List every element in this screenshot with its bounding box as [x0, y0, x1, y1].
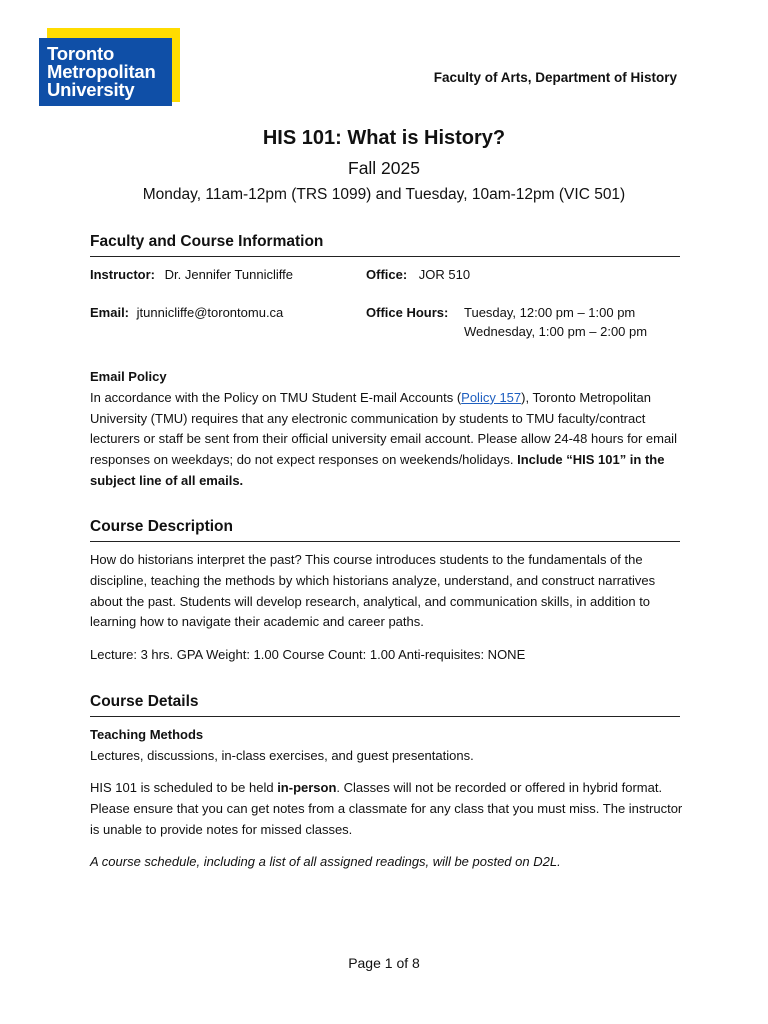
office-hours-label-text: Office Hours: [366, 305, 449, 320]
email-value[interactable]: jtunnicliffe@torontomu.ca [136, 305, 284, 320]
in-person-bold: in-person [277, 780, 337, 795]
teaching-methods [90, 725, 690, 767]
office-label: Office: [366, 267, 408, 282]
in-person-text-a: HIS 101 is scheduled to be held [90, 780, 278, 795]
section-heading: Faculty and Course Information [90, 233, 680, 257]
email-row [90, 305, 283, 320]
course-details-heading [90, 693, 680, 717]
logo-line-1: Toronto [47, 43, 115, 64]
email-policy-title: Email Policy [90, 369, 167, 384]
email-policy-text-b: ), Toronto Metropolitan University (TMU) requires that any electronic communication by students to TMU faculty/contract lecturers or staff be sent from their official university email account. Please allow 24-48 hours for email responses on weekdays; do not expect responses on weekends/holidays. [90, 389, 677, 468]
course-title: HIS 101: What is History? [262, 127, 506, 149]
course-description-text: How do historians interpret the past? This course introduces students to the fundamentals of the discipline, teaching the methods by which historians analyze, understand, and construct narratives about the past. Students will develop research, analytical, and communication skills, in addition to learning how to navigate their academic and career paths. [90, 552, 656, 630]
instructor-label: Instructor: [90, 267, 155, 282]
office-hours-2: Wednesday, 1:00 pm – 2:00 pm [464, 324, 648, 339]
in-person-note [90, 778, 690, 840]
section-heading: Course Details [90, 693, 680, 717]
course-schedule: Monday, 11am-12pm (TRS 1099) and Tuesday, 10am-12pm (VIC 501) [142, 186, 626, 203]
email-policy [90, 367, 690, 492]
course-meta: Lecture: 3 hrs. GPA Weight: 1.00 Course Count: 1.00 Anti-requisites: NONE [90, 647, 526, 662]
email-label: Email: [90, 305, 130, 320]
teaching-methods-text: Lectures, discussions, in-class exercises, and guest presentations. [90, 747, 474, 763]
in-person-text-b: . Classes will not be recorded or offered in hybrid format. Please ensure that you can get notes from a classmate for any class that you must miss. The instructor is unable to provide notes for missed classes. [90, 780, 683, 837]
section-heading: Course Description [90, 518, 680, 542]
email-policy-text [90, 388, 690, 492]
faculty-department: Faculty of Arts, Department of History [433, 70, 677, 85]
office-hours-1: Tuesday, 12:00 pm – 1:00 pm [464, 305, 636, 320]
office-row [366, 267, 470, 282]
email-policy-bold: Include “HIS 101” in the subject line of all emails. [90, 452, 665, 488]
university-logo [39, 28, 180, 106]
instructor-row [90, 267, 293, 282]
office-hours-label [366, 305, 448, 320]
instructor-value: Dr. Jennifer Tunnicliffe [164, 267, 294, 282]
page-number: Page 1 of 8 [348, 955, 420, 971]
office-value: JOR 510 [418, 267, 471, 282]
logo-wordmark [39, 38, 172, 106]
course-description-heading [90, 518, 680, 542]
email-policy-text-a: In accordance with the Policy on TMU Student E-mail Accounts ( [90, 389, 462, 405]
schedule-note: A course schedule, including a list of all assigned readings, will be posted on D2L. [90, 854, 561, 869]
logo-line-3: University [47, 79, 135, 100]
course-term: Fall 2025 [348, 158, 420, 178]
faculty-info-heading [90, 233, 680, 257]
teaching-methods-title: Teaching Methods [90, 727, 204, 742]
policy-157-link[interactable]: Policy 157 [461, 389, 522, 405]
logo-line-2: Metropolitan [47, 61, 156, 82]
